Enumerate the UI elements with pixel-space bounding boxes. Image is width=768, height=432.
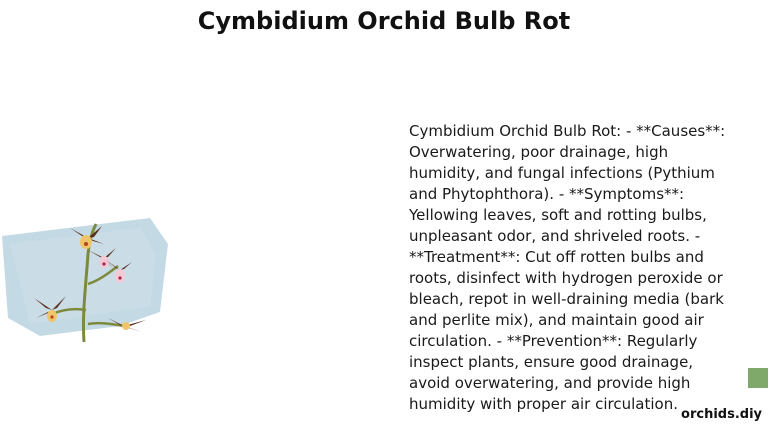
orchid-flower-illustration — [0, 214, 172, 344]
brand-watermark: orchids.diy — [681, 407, 762, 422]
orchid-illustration — [0, 214, 172, 344]
green-square-icon — [748, 368, 768, 388]
page-title: Cymbidium Orchid Bulb Rot — [197, 7, 571, 35]
bulb-rot-description: Cymbidium Orchid Bulb Rot: - **Causes**: Overwatering, poor drainage, high humidity, and fungal infections (Pythium and Phytophthora). - **Symptoms**: Yellowing leaves, soft and rotting bulbs, unpleasant odor, and shriveled roots. - **Treatment**: Cut off rotten bulbs and roots, disinfect with hydrogen peroxide or bleach, repot in well-draining media (bark and perlite mix), and maintain good air circulation. - **Prevention**: Regularly inspect plants, ensure good drainage, avoid overwatering, and provide high humidity with proper air circulation. — [409, 122, 726, 413]
